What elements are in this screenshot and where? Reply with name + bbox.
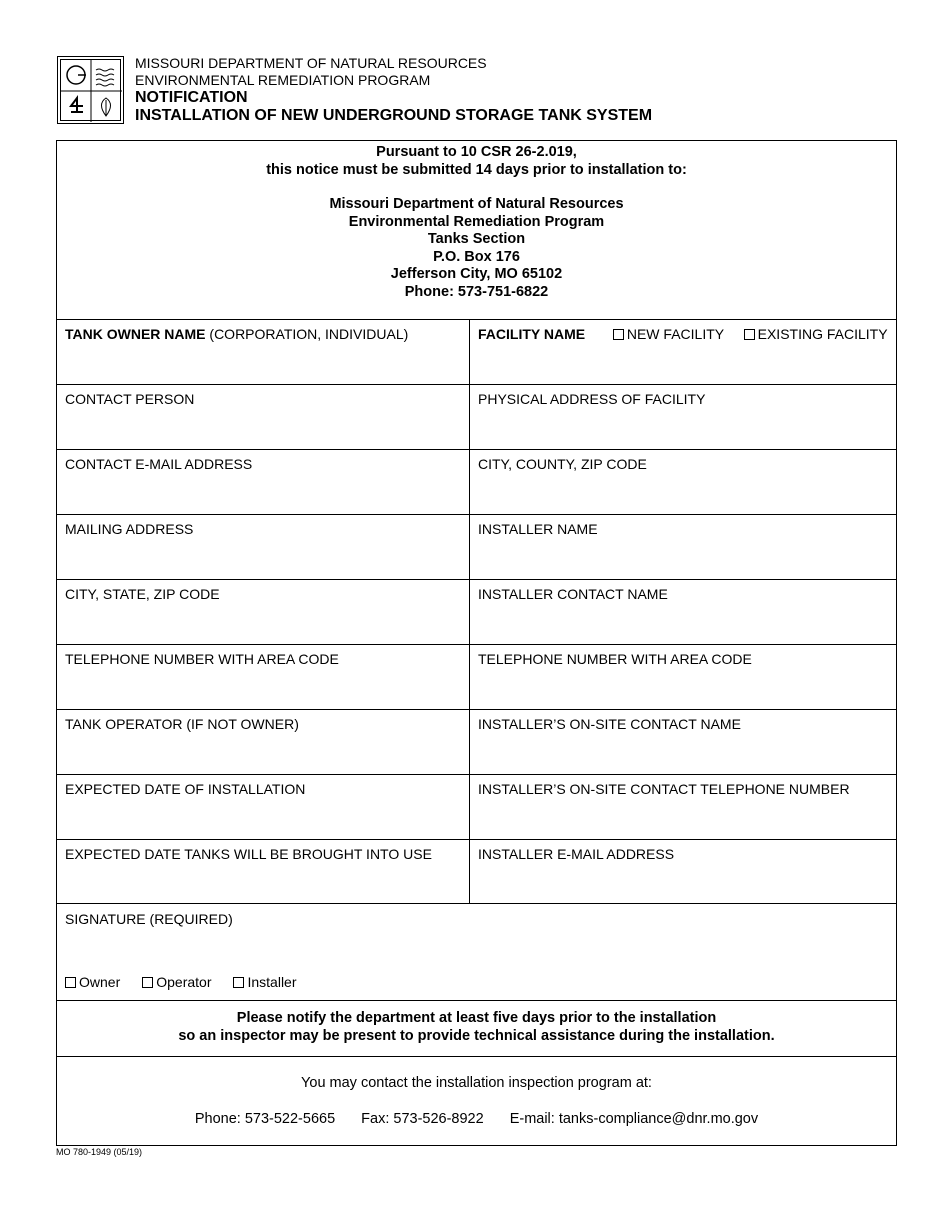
installer-checkbox[interactable] [233, 977, 244, 988]
field-label: (CORPORATION, INDIVIDUAL) [205, 326, 409, 342]
role-owner[interactable] [65, 974, 120, 990]
address-line: Tanks Section [427, 231, 526, 247]
operator-checkbox[interactable] [142, 977, 153, 988]
contact-phone: Phone: 573-522-5665 [194, 1111, 336, 1127]
signature-field[interactable]: SIGNATURE (REQUIRED) [65, 911, 233, 927]
field-label: FACILITY NAME [478, 326, 586, 342]
mailing-address-field[interactable]: MAILING ADDRESS [57, 515, 470, 579]
form-subtitle: INSTALLATION OF NEW UNDERGROUND STORAGE TANK SYSTEM [135, 107, 653, 124]
owner-telephone-field[interactable]: TELEPHONE NUMBER WITH AREA CODE [57, 645, 470, 709]
onsite-contact-name-field[interactable]: INSTALLER’S ON-SITE CONTACT NAME [478, 716, 741, 732]
tank-operator-field[interactable]: TANK OPERATOR (IF NOT OWNER) [57, 710, 470, 774]
signer-role-options [65, 974, 297, 990]
notice-line: so an inspector may be present to provide technical assistance during the installation. [178, 1028, 775, 1044]
contact-email: E-mail: tanks-compliance@dnr.mo.gov [509, 1111, 759, 1127]
tank-owner-name-field[interactable] [57, 320, 470, 384]
deadline-line: this notice must be submitted 14 days prior to installation to: [266, 161, 687, 178]
checkbox-label: Installer [247, 974, 297, 990]
in-use-date-field[interactable]: EXPECTED DATE TANKS WILL BE BROUGHT INTO USE [57, 840, 470, 904]
installer-telephone-field[interactable]: TELEPHONE NUMBER WITH AREA CODE [478, 651, 752, 667]
notification-form [56, 140, 897, 1146]
contact-email-field[interactable]: CONTACT E-MAIL ADDRESS [57, 450, 470, 514]
physical-address-field[interactable]: PHYSICAL ADDRESS OF FACILITY [478, 391, 706, 407]
field-label: TANK OWNER NAME [65, 326, 206, 342]
contact-intro: You may contact the installation inspection program at: [301, 1075, 652, 1091]
program-name: ENVIRONMENTAL REMEDIATION PROGRAM [135, 72, 431, 88]
form-header [135, 55, 652, 125]
installer-name-field[interactable]: INSTALLER NAME [478, 521, 598, 537]
regulation-line: Pursuant to 10 CSR 26-2.019, [376, 144, 577, 160]
owner-checkbox[interactable] [65, 977, 76, 988]
onsite-contact-telephone-field[interactable]: INSTALLER’S ON-SITE CONTACT TELEPHONE NUMBER [478, 781, 850, 797]
address-line: Missouri Department of Natural Resources [329, 196, 624, 212]
installer-email-field[interactable]: INSTALLER E-MAIL ADDRESS [478, 846, 675, 862]
inspection-contact [57, 1056, 896, 1145]
department-name: MISSOURI DEPARTMENT OF NATURAL RESOURCES [135, 55, 487, 71]
form-fields [57, 319, 896, 904]
new-facility-checkbox[interactable] [613, 329, 624, 340]
form-title: NOTIFICATION [135, 89, 248, 106]
checkbox-label: EXISTING FACILITY [757, 326, 888, 342]
checkbox-label: Operator [156, 974, 212, 990]
installer-contact-name-field[interactable]: INSTALLER CONTACT NAME [478, 586, 668, 602]
role-operator[interactable] [142, 974, 211, 990]
notice-line: Please notify the department at least five days prior to the installation [236, 1010, 717, 1026]
contact-fax: Fax: 573-526-8922 [361, 1111, 484, 1127]
checkbox-label: NEW FACILITY [626, 326, 724, 342]
contact-person-field[interactable]: CONTACT PERSON [57, 385, 470, 449]
address-line: P.O. Box 176 [433, 248, 520, 265]
form-number: MO 780-1949 (05/19) [56, 1147, 143, 1157]
submission-instructions [57, 141, 896, 301]
address-line: Jefferson City, MO 65102 [390, 266, 563, 282]
city-county-zip-field[interactable]: CITY, COUNTY, ZIP CODE [478, 456, 647, 472]
role-installer[interactable] [233, 974, 296, 990]
notification-notice [57, 1000, 896, 1056]
signature-section [57, 903, 896, 1000]
facility-name-field[interactable] [470, 320, 896, 384]
dnr-logo [57, 56, 124, 124]
existing-facility-checkbox[interactable] [744, 329, 755, 340]
city-state-zip-field[interactable]: CITY, STATE, ZIP CODE [57, 580, 470, 644]
address-line: Phone: 573-751-6822 [404, 283, 549, 300]
checkbox-label: Owner [79, 974, 121, 990]
installation-date-field[interactable]: EXPECTED DATE OF INSTALLATION [57, 775, 470, 839]
address-line: Environmental Remediation Program [348, 213, 605, 230]
